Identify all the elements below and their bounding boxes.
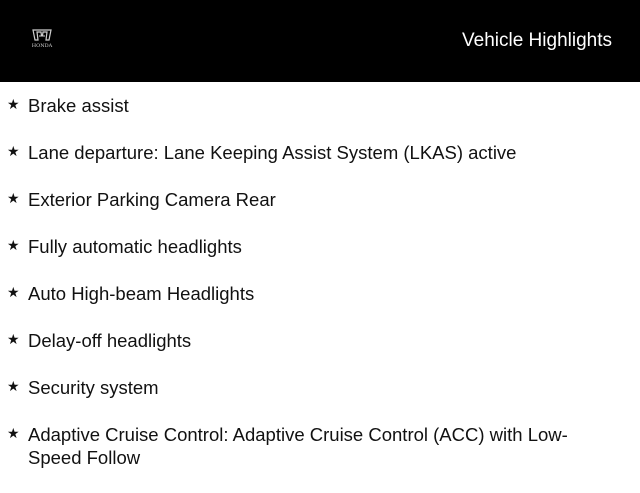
star-icon: ★ — [7, 143, 20, 159]
highlight-text: Fully automatic headlights — [28, 236, 242, 257]
highlight-text: Delay-off headlights — [28, 330, 192, 351]
highlight-text: Brake assist — [28, 95, 129, 116]
highlight-text: Lane departure: Lane Keeping Assist System (LKAS) active — [28, 142, 517, 163]
highlights-list — [0, 94, 640, 493]
star-icon: ★ — [7, 331, 20, 347]
star-icon: ★ — [7, 190, 20, 206]
star-icon: ★ — [7, 96, 20, 112]
page-title: Vehicle Highlights — [462, 30, 612, 51]
header-bar — [0, 0, 640, 82]
list-item — [0, 235, 640, 258]
list-item — [0, 423, 640, 469]
star-icon: ★ — [7, 237, 20, 253]
svg-text:HONDA: HONDA — [31, 43, 53, 49]
list-item — [0, 141, 640, 164]
star-icon: ★ — [7, 425, 20, 441]
highlight-text: Exterior Parking Camera Rear — [28, 189, 276, 210]
highlight-text: Adaptive Cruise Control: Adaptive Cruise Control (ACC) with Low-Speed Follow — [28, 424, 568, 468]
list-item — [0, 188, 640, 211]
list-item — [0, 94, 640, 117]
list-item — [0, 282, 640, 305]
star-icon: ★ — [7, 284, 20, 300]
list-item — [0, 329, 640, 352]
highlight-text: Auto High-beam Headlights — [28, 283, 255, 304]
star-icon: ★ — [7, 378, 20, 394]
highlight-text: Security system — [28, 377, 159, 398]
honda-logo-icon — [27, 27, 57, 51]
list-item — [0, 376, 640, 399]
